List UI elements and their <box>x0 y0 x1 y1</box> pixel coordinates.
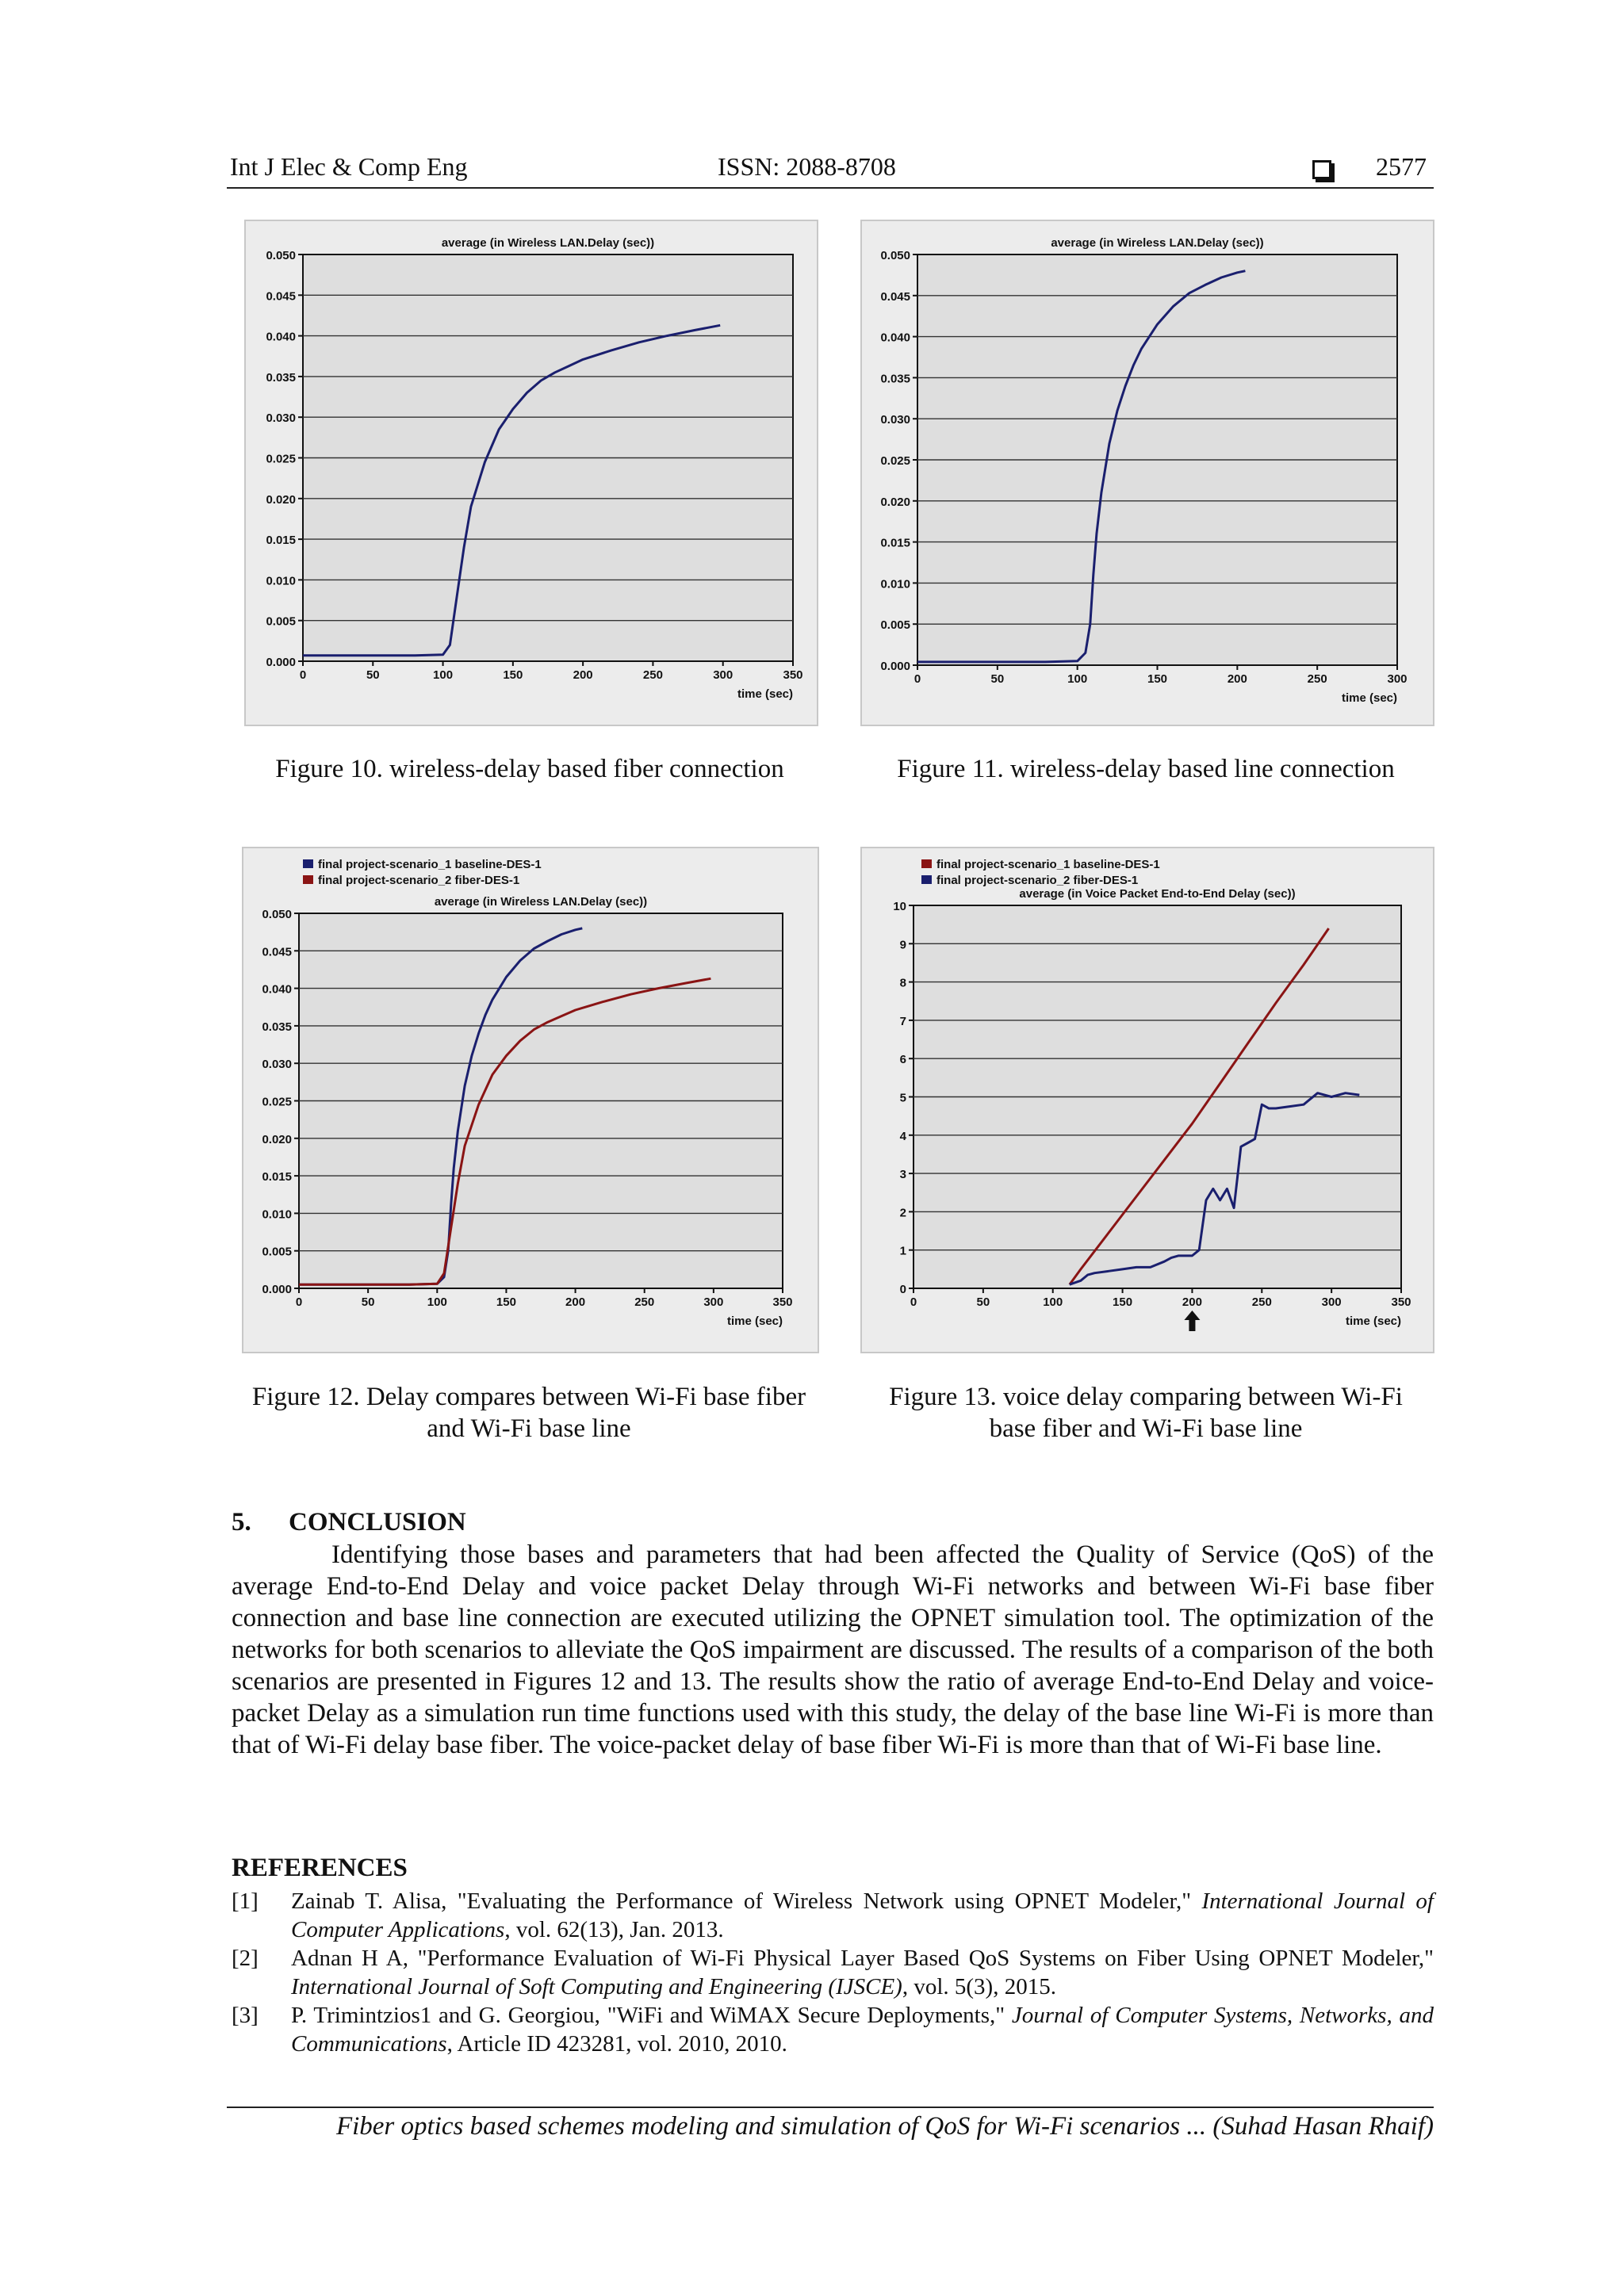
footer-rule <box>227 2107 1434 2108</box>
x-tick-label: 50 <box>361 1295 375 1309</box>
x-tick-label: 200 <box>1227 672 1247 686</box>
y-tick-label: 0.005 <box>266 614 296 629</box>
figure-11-caption: Figure 11. wireless-delay based line connection <box>897 755 1395 783</box>
figure-13 <box>860 847 1434 1353</box>
x-axis-label: time (sec) <box>726 1314 783 1328</box>
legend-swatch <box>921 859 932 868</box>
x-tick-label: 250 <box>642 668 663 682</box>
legend-label: final project-scenario_2 fiber-DES-1 <box>318 874 520 887</box>
y-tick-label: 10 <box>893 900 906 913</box>
reference-item <box>232 2001 1434 2058</box>
y-tick-label: 0.015 <box>880 536 910 550</box>
x-tick-label: 100 <box>1043 1295 1063 1309</box>
y-tick-label: 7 <box>899 1014 906 1028</box>
x-tick-label: 300 <box>1387 672 1408 686</box>
header-rule <box>227 187 1434 189</box>
y-tick-label: 0.045 <box>266 289 296 304</box>
y-tick-label: 0.020 <box>266 492 296 507</box>
x-tick-label: 0 <box>299 668 307 682</box>
x-tick-label: 0 <box>910 1295 917 1309</box>
x-axis-label: time (sec) <box>1341 691 1397 705</box>
figure-13-caption-line-1: Figure 13. voice delay comparing between Wi-Fi <box>889 1383 1403 1411</box>
y-tick-label: 6 <box>899 1053 906 1067</box>
y-tick-label: 0.010 <box>262 1207 292 1222</box>
y-tick-label: 0.010 <box>266 574 296 588</box>
conclusion-paragraph: Identifying those bases and parameters that had been affected the Quality of Service (QoS) of the average End-to-End Delay and voice packet Delay through Wi-Fi networks and between Wi-Fi base fiber connection and base line connection are executed utilizing the OPNET simulation tool. The optimization of the networks for both scenarios to alleviate the QoS impairment are discussed. The results of a comparison of the both scenarios are presented in Figures 12 and 13. The results show the ratio of average End-to-End Delay and voice- packet Delay as a simulation run time functions used with this study, the delay of the base line Wi-Fi is more than that of Wi-Fi delay base fiber. The voice-packet delay of base fiber Wi-Fi is more than that of Wi-Fi base line. <box>232 1540 1434 1759</box>
y-tick-label: 2 <box>899 1206 906 1220</box>
reference-item <box>232 1944 1434 2001</box>
x-tick-label: 0 <box>295 1295 303 1309</box>
running-header-page-number: 2577 <box>1376 152 1427 181</box>
y-tick-label: 0.035 <box>262 1020 292 1034</box>
legend-swatch <box>303 875 313 884</box>
y-tick-label: 0.030 <box>262 1058 292 1072</box>
figure-10 <box>244 220 818 726</box>
x-tick-label: 200 <box>565 1295 586 1309</box>
x-tick-label: 0 <box>914 672 921 686</box>
reference-text: P. Trimintzios1 and G. Georgiou, "WiFi and WiMAX Secure Deployments," Journal of Computer Systems, Networks, and Communications, Article ID 423281, vol. 2010, 2010. <box>291 2003 1434 2057</box>
up-arrow-icon <box>1184 1311 1200 1331</box>
x-tick-label: 250 <box>634 1295 655 1309</box>
reference-number: [2] <box>232 1946 259 1971</box>
figure-12-caption <box>230 1381 828 1445</box>
y-tick-label: 0.000 <box>262 1283 292 1296</box>
legend-swatch <box>921 875 932 884</box>
reference-number: [3] <box>232 2003 259 2028</box>
x-tick-label: 150 <box>496 1295 516 1309</box>
reference-item <box>232 1887 1434 1944</box>
y-tick-label: 5 <box>899 1091 906 1105</box>
chart-title: average (in Wireless LAN.Delay (sec)) <box>441 236 655 250</box>
references-heading: REFERENCES <box>232 1854 408 1882</box>
x-tick-label: 200 <box>1182 1295 1202 1309</box>
figure-12-caption-line-1: Figure 12. Delay compares between Wi-Fi base fiber <box>251 1383 806 1411</box>
y-tick-label: 0.025 <box>880 454 910 468</box>
y-tick-label: 0.025 <box>262 1095 292 1109</box>
running-header-page-box <box>1312 152 1331 182</box>
legend-label: final project-scenario_1 baseline-DES-1 <box>318 858 542 871</box>
y-tick-label: 1 <box>899 1244 906 1258</box>
y-tick-label: 0.015 <box>266 534 296 548</box>
y-tick-label: 0.035 <box>266 370 296 385</box>
y-tick-label: 0.010 <box>880 577 910 591</box>
y-tick-label: 0.005 <box>262 1245 292 1259</box>
reference-text: Adnan H A, "Performance Evaluation of Wi-Fi Physical Layer Based QoS Systems on Fiber Using OPNET Modeler," International Journal of Soft Computing and Engineering (IJSCE), vol. 5(3), 2015. <box>291 1946 1434 1999</box>
y-tick-label: 0.000 <box>880 660 910 673</box>
y-tick-label: 9 <box>899 938 906 952</box>
chart-title: average (in Wireless LAN.Delay (sec)) <box>434 895 648 909</box>
chart-title: average (in Voice Packet End-to-End Delay (sec)) <box>1019 887 1296 901</box>
y-tick-label: 0.050 <box>266 249 296 262</box>
reference-text: Zainab T. Alisa, "Evaluating the Performance of Wireless Network using OPNET Modeler," International Journal of Computer Applications, vol. 62(13), Jan. 2013. <box>291 1888 1434 1942</box>
x-tick-label: 250 <box>1251 1295 1272 1309</box>
y-tick-label: 0.030 <box>880 413 910 427</box>
y-tick-label: 0.025 <box>266 452 296 466</box>
x-tick-label: 350 <box>772 1295 793 1309</box>
x-tick-label: 150 <box>1147 672 1168 686</box>
y-tick-label: 0.040 <box>262 982 292 997</box>
y-tick-label: 8 <box>899 976 906 990</box>
x-tick-label: 350 <box>783 668 803 682</box>
legend-label: final project-scenario_2 fiber-DES-1 <box>936 874 1139 887</box>
figure-11-chart <box>862 221 1433 725</box>
x-tick-label: 300 <box>713 668 733 682</box>
x-tick-label: 100 <box>433 668 454 682</box>
reference-number: [1] <box>232 1888 259 1914</box>
figure-13-caption-line-2: base fiber and Wi-Fi base line <box>989 1414 1303 1443</box>
y-tick-label: 0.030 <box>266 411 296 426</box>
y-tick-label: 0 <box>899 1283 906 1296</box>
y-tick-label: 0.040 <box>266 330 296 344</box>
running-header-journal: Int J Elec & Comp Eng <box>230 152 468 181</box>
figure-12 <box>242 847 819 1353</box>
x-tick-label: 250 <box>1307 672 1327 686</box>
y-tick-label: 0.020 <box>262 1132 292 1146</box>
chart-title: average (in Wireless LAN.Delay (sec)) <box>1051 236 1264 250</box>
x-tick-label: 50 <box>366 668 380 682</box>
y-tick-label: 3 <box>899 1168 906 1182</box>
y-tick-label: 0.015 <box>262 1170 292 1184</box>
x-tick-label: 100 <box>427 1295 447 1309</box>
figure-12-caption-line-2: and Wi-Fi base line <box>427 1414 631 1443</box>
section-number: 5. <box>232 1508 251 1536</box>
y-tick-label: 0.040 <box>880 331 910 345</box>
figure-10-caption: Figure 10. wireless-delay based fiber connection <box>275 755 784 783</box>
figure-13-caption <box>852 1381 1439 1445</box>
figure-11 <box>860 220 1434 726</box>
figure-12-chart <box>243 848 818 1352</box>
x-axis-label: time (sec) <box>1345 1314 1401 1328</box>
x-tick-label: 150 <box>1113 1295 1133 1309</box>
x-tick-label: 300 <box>1321 1295 1342 1309</box>
x-axis-label: time (sec) <box>737 687 793 701</box>
y-tick-label: 4 <box>899 1129 906 1143</box>
y-tick-label: 0.005 <box>880 618 910 633</box>
x-tick-label: 50 <box>990 672 1005 686</box>
y-tick-label: 0.045 <box>880 289 910 304</box>
x-tick-label: 100 <box>1067 672 1088 686</box>
figure-13-chart <box>862 848 1433 1352</box>
y-tick-label: 0.000 <box>266 656 296 669</box>
section-heading: CONCLUSION <box>289 1508 466 1536</box>
running-footer: Fiber optics based schemes modeling and simulation of QoS for Wi-Fi scenarios ... (Suhad Hasan Rhaif) <box>335 2112 1434 2141</box>
y-tick-label: 0.050 <box>262 908 292 921</box>
y-tick-label: 0.050 <box>880 249 910 262</box>
y-tick-label: 0.045 <box>262 945 292 959</box>
figure-10-chart <box>246 221 817 725</box>
square-bullet-icon <box>1312 160 1331 179</box>
running-header-issn: ISSN: 2088-8708 <box>718 152 896 181</box>
y-tick-label: 0.020 <box>880 495 910 509</box>
y-tick-label: 0.035 <box>880 372 910 386</box>
x-tick-label: 50 <box>976 1295 990 1309</box>
x-tick-label: 350 <box>1391 1295 1411 1309</box>
x-tick-label: 150 <box>503 668 523 682</box>
legend-swatch <box>303 859 313 868</box>
x-tick-label: 300 <box>703 1295 724 1309</box>
legend-label: final project-scenario_1 baseline-DES-1 <box>936 858 1160 871</box>
x-tick-label: 200 <box>573 668 593 682</box>
